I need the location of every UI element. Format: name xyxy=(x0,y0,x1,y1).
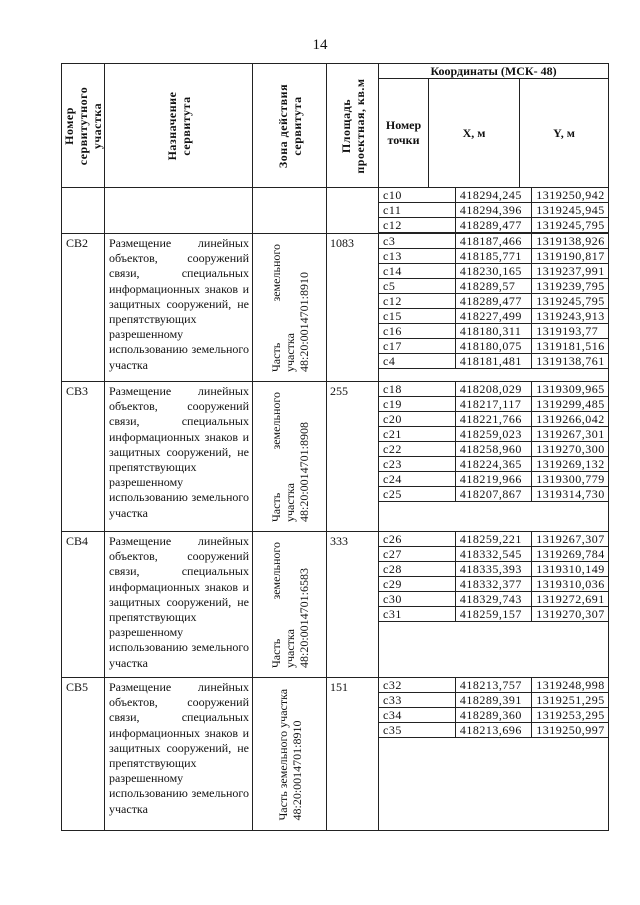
servitude-zone xyxy=(253,234,327,382)
point-id: c22 xyxy=(379,442,455,457)
y-coordinate: 1319237,991 xyxy=(532,264,608,279)
y-coordinate: 1319243,913 xyxy=(532,309,608,324)
point-id: c11 xyxy=(379,203,455,218)
x-coordinate: 418185,771 xyxy=(455,249,531,264)
servitude-id: СВ5 xyxy=(62,678,105,831)
zone-zone-cad: 48:20:0014701:8910 xyxy=(296,271,311,372)
y-coordinate: 1319251,295 xyxy=(532,693,608,708)
point-id: c27 xyxy=(379,547,455,562)
point-id: c23 xyxy=(379,457,455,472)
servitude-area: 1083 xyxy=(327,234,379,382)
servitude-zone xyxy=(253,678,327,831)
point-id: c19 xyxy=(379,397,455,412)
coordinate-row xyxy=(379,592,608,607)
coordinate-row xyxy=(379,678,608,693)
point-id: c26 xyxy=(379,532,455,547)
zone-zone-line2: участка xyxy=(282,628,297,668)
servitude-row xyxy=(62,382,609,532)
header-area: Площадь проектная, кв.м xyxy=(327,64,379,188)
servitude-purpose: Размещение линейных объектов, сооружений связи, специальных информационных знаков и защитных сооружений, не препятствующих разрешенному использованию земельного участка xyxy=(105,382,253,532)
coordinate-row xyxy=(379,339,608,354)
point-id: c32 xyxy=(379,678,455,693)
y-coordinate: 1319300,779 xyxy=(532,472,608,487)
servitude-purpose: Размещение линейных объектов, сооружений связи, специальных информационных знаков и защитных сооружений, не препятствующих разрешенному использованию земельного участка xyxy=(105,678,253,831)
point-id: c34 xyxy=(379,708,455,723)
servitude-area: 333 xyxy=(327,532,379,678)
coordinate-row xyxy=(379,607,608,622)
zone-zone-line1: Часть земельного xyxy=(268,541,283,668)
point-id: c20 xyxy=(379,412,455,427)
x-coordinate: 418230,165 xyxy=(455,264,531,279)
coordinate-row xyxy=(379,203,608,218)
x-coordinate: 418329,743 xyxy=(455,592,531,607)
servitude-zone xyxy=(253,382,327,532)
point-id: c16 xyxy=(379,324,455,339)
point-id: c33 xyxy=(379,693,455,708)
y-coordinate: 1319270,300 xyxy=(532,442,608,457)
point-id: c28 xyxy=(379,562,455,577)
x-coordinate: 418180,075 xyxy=(455,339,531,354)
point-id: c5 xyxy=(379,279,455,294)
point-id: c3 xyxy=(379,234,455,249)
zone-zone-line1: Часть земельного участка xyxy=(275,688,290,821)
point-id: c31 xyxy=(379,607,455,622)
coordinate-row xyxy=(379,218,608,233)
x-coordinate: 418187,466 xyxy=(455,234,531,249)
coordinate-row xyxy=(379,562,608,577)
x-coordinate: 418294,245 xyxy=(455,188,531,203)
x-coordinate: 418224,365 xyxy=(455,457,531,472)
zone-zone-cad: 48:20:0014701:8910 xyxy=(289,720,304,821)
zone-zone-cad: 48:20:0014701:8908 xyxy=(296,421,311,522)
coordinate-row xyxy=(379,264,608,279)
y-coordinate: 1319309,965 xyxy=(532,382,608,397)
servitude-table xyxy=(61,63,609,831)
point-id: c18 xyxy=(379,382,455,397)
x-coordinate: 418181,481 xyxy=(455,354,531,369)
servitude-purpose: Размещение линейных объектов, сооружений связи, специальных информационных знаков и защитных сооружений, не препятствующих разрешенному использованию земельного участка xyxy=(105,532,253,678)
x-coordinate: 418207,867 xyxy=(455,487,531,502)
y-coordinate: 1319267,301 xyxy=(532,427,608,442)
y-coordinate: 1319270,307 xyxy=(532,607,608,622)
coordinate-row xyxy=(379,547,608,562)
x-coordinate: 418332,377 xyxy=(455,577,531,592)
y-coordinate: 1319267,307 xyxy=(532,532,608,547)
zone-zone-line1: Часть земельного xyxy=(268,391,283,522)
point-id: c21 xyxy=(379,427,455,442)
header-point-number: Номер точки xyxy=(379,79,429,188)
coordinate-row xyxy=(379,472,608,487)
point-id: c14 xyxy=(379,264,455,279)
point-id: c17 xyxy=(379,339,455,354)
point-id: c30 xyxy=(379,592,455,607)
page-number: 14 xyxy=(312,37,328,53)
servitude-purpose: Размещение линейных объектов, сооружений связи, специальных информационных знаков и защитных сооружений, не препятствующих разрешенному использованию земельного участка xyxy=(105,234,253,382)
header-zone: Зона действия сервитута xyxy=(253,64,327,188)
x-coordinate: 418213,696 xyxy=(455,723,531,738)
x-coordinate: 418289,477 xyxy=(455,294,531,309)
x-coordinate: 418258,960 xyxy=(455,442,531,457)
header-x: X, м xyxy=(429,79,520,188)
x-coordinate: 418217,117 xyxy=(455,397,531,412)
coordinate-row xyxy=(379,324,608,339)
y-coordinate: 1319248,998 xyxy=(532,678,608,693)
point-id: c35 xyxy=(379,723,455,738)
x-coordinate: 418221,766 xyxy=(455,412,531,427)
point-id: c12 xyxy=(379,294,455,309)
coordinate-row xyxy=(379,457,608,472)
servitude-id: СВ2 xyxy=(62,234,105,382)
x-coordinate: 418259,221 xyxy=(455,532,531,547)
point-id: c4 xyxy=(379,354,455,369)
servitude-row xyxy=(62,234,609,382)
y-coordinate: 1319269,132 xyxy=(532,457,608,472)
y-coordinate: 1319269,784 xyxy=(532,547,608,562)
coordinate-row xyxy=(379,427,608,442)
x-coordinate: 418335,393 xyxy=(455,562,531,577)
y-coordinate: 1319272,691 xyxy=(532,592,608,607)
coordinate-row xyxy=(379,234,608,249)
coordinate-row xyxy=(379,397,608,412)
x-coordinate: 418259,023 xyxy=(455,427,531,442)
x-coordinate: 418294,396 xyxy=(455,203,531,218)
x-coordinate: 418227,499 xyxy=(455,309,531,324)
servitude-zone xyxy=(253,532,327,678)
coordinate-row xyxy=(379,708,608,723)
y-coordinate: 1319190,817 xyxy=(532,249,608,264)
servitude-area: 255 xyxy=(327,382,379,532)
x-coordinate: 418180,311 xyxy=(455,324,531,339)
x-coordinate: 418289,477 xyxy=(455,218,531,233)
point-id: c13 xyxy=(379,249,455,264)
coordinate-row xyxy=(379,532,608,547)
zone-zone-cad: 48:20:0014701:6583 xyxy=(296,567,311,668)
header-y: Y, м xyxy=(520,79,609,188)
y-coordinate: 1319250,997 xyxy=(532,723,608,738)
x-coordinate: 418289,360 xyxy=(455,708,531,723)
zone-zone-line2: участка xyxy=(282,482,297,522)
zone-zone-line2: участка xyxy=(282,332,297,372)
x-coordinate: 418289,391 xyxy=(455,693,531,708)
point-id: c12 xyxy=(379,218,455,233)
coordinate-row xyxy=(379,309,608,324)
y-coordinate: 1319266,042 xyxy=(532,412,608,427)
x-coordinate: 418208,029 xyxy=(455,382,531,397)
servitude-row xyxy=(62,532,609,678)
y-coordinate: 1319310,036 xyxy=(532,577,608,592)
x-coordinate: 418289,57 xyxy=(455,279,531,294)
zone-zone-line1: Часть земельного xyxy=(268,243,283,372)
coordinate-row xyxy=(379,412,608,427)
y-coordinate: 1319181,516 xyxy=(532,339,608,354)
coordinate-row xyxy=(379,487,608,502)
coordinate-row xyxy=(379,577,608,592)
servitude-id: СВ4 xyxy=(62,532,105,678)
point-id: c15 xyxy=(379,309,455,324)
y-coordinate: 1319138,761 xyxy=(532,354,608,369)
y-coordinate: 1319314,730 xyxy=(532,487,608,502)
point-id: c25 xyxy=(379,487,455,502)
coordinate-row xyxy=(379,442,608,457)
coordinate-row xyxy=(379,723,608,738)
servitude-id: СВ3 xyxy=(62,382,105,532)
y-coordinate: 1319193,77 xyxy=(532,324,608,339)
coordinate-row xyxy=(379,279,608,294)
y-coordinate: 1319245,945 xyxy=(532,203,608,218)
y-coordinate: 1319245,795 xyxy=(532,294,608,309)
x-coordinate: 418219,966 xyxy=(455,472,531,487)
y-coordinate: 1319250,942 xyxy=(532,188,608,203)
servitude-area: 151 xyxy=(327,678,379,831)
continuation-row xyxy=(62,188,609,234)
y-coordinate: 1319299,485 xyxy=(532,397,608,412)
coordinate-row xyxy=(379,294,608,309)
point-id: c24 xyxy=(379,472,455,487)
y-coordinate: 1319253,295 xyxy=(532,708,608,723)
header-number: Номер сервитутного участка xyxy=(62,64,105,188)
x-coordinate: 418259,157 xyxy=(455,607,531,622)
coordinate-row xyxy=(379,382,608,397)
y-coordinate: 1319245,795 xyxy=(532,218,608,233)
point-id: c10 xyxy=(379,188,455,203)
point-id: c29 xyxy=(379,577,455,592)
y-coordinate: 1319239,795 xyxy=(532,279,608,294)
header-coordinates: Координаты (МСК- 48) xyxy=(379,64,609,79)
coordinate-row xyxy=(379,354,608,369)
y-coordinate: 1319310,149 xyxy=(532,562,608,577)
servitude-row xyxy=(62,678,609,831)
x-coordinate: 418332,545 xyxy=(455,547,531,562)
header-purpose: Назначение сервитута xyxy=(105,64,253,188)
x-coordinate: 418213,757 xyxy=(455,678,531,693)
coordinate-row xyxy=(379,188,608,203)
coordinate-row xyxy=(379,693,608,708)
y-coordinate: 1319138,926 xyxy=(532,234,608,249)
coordinate-row xyxy=(379,249,608,264)
